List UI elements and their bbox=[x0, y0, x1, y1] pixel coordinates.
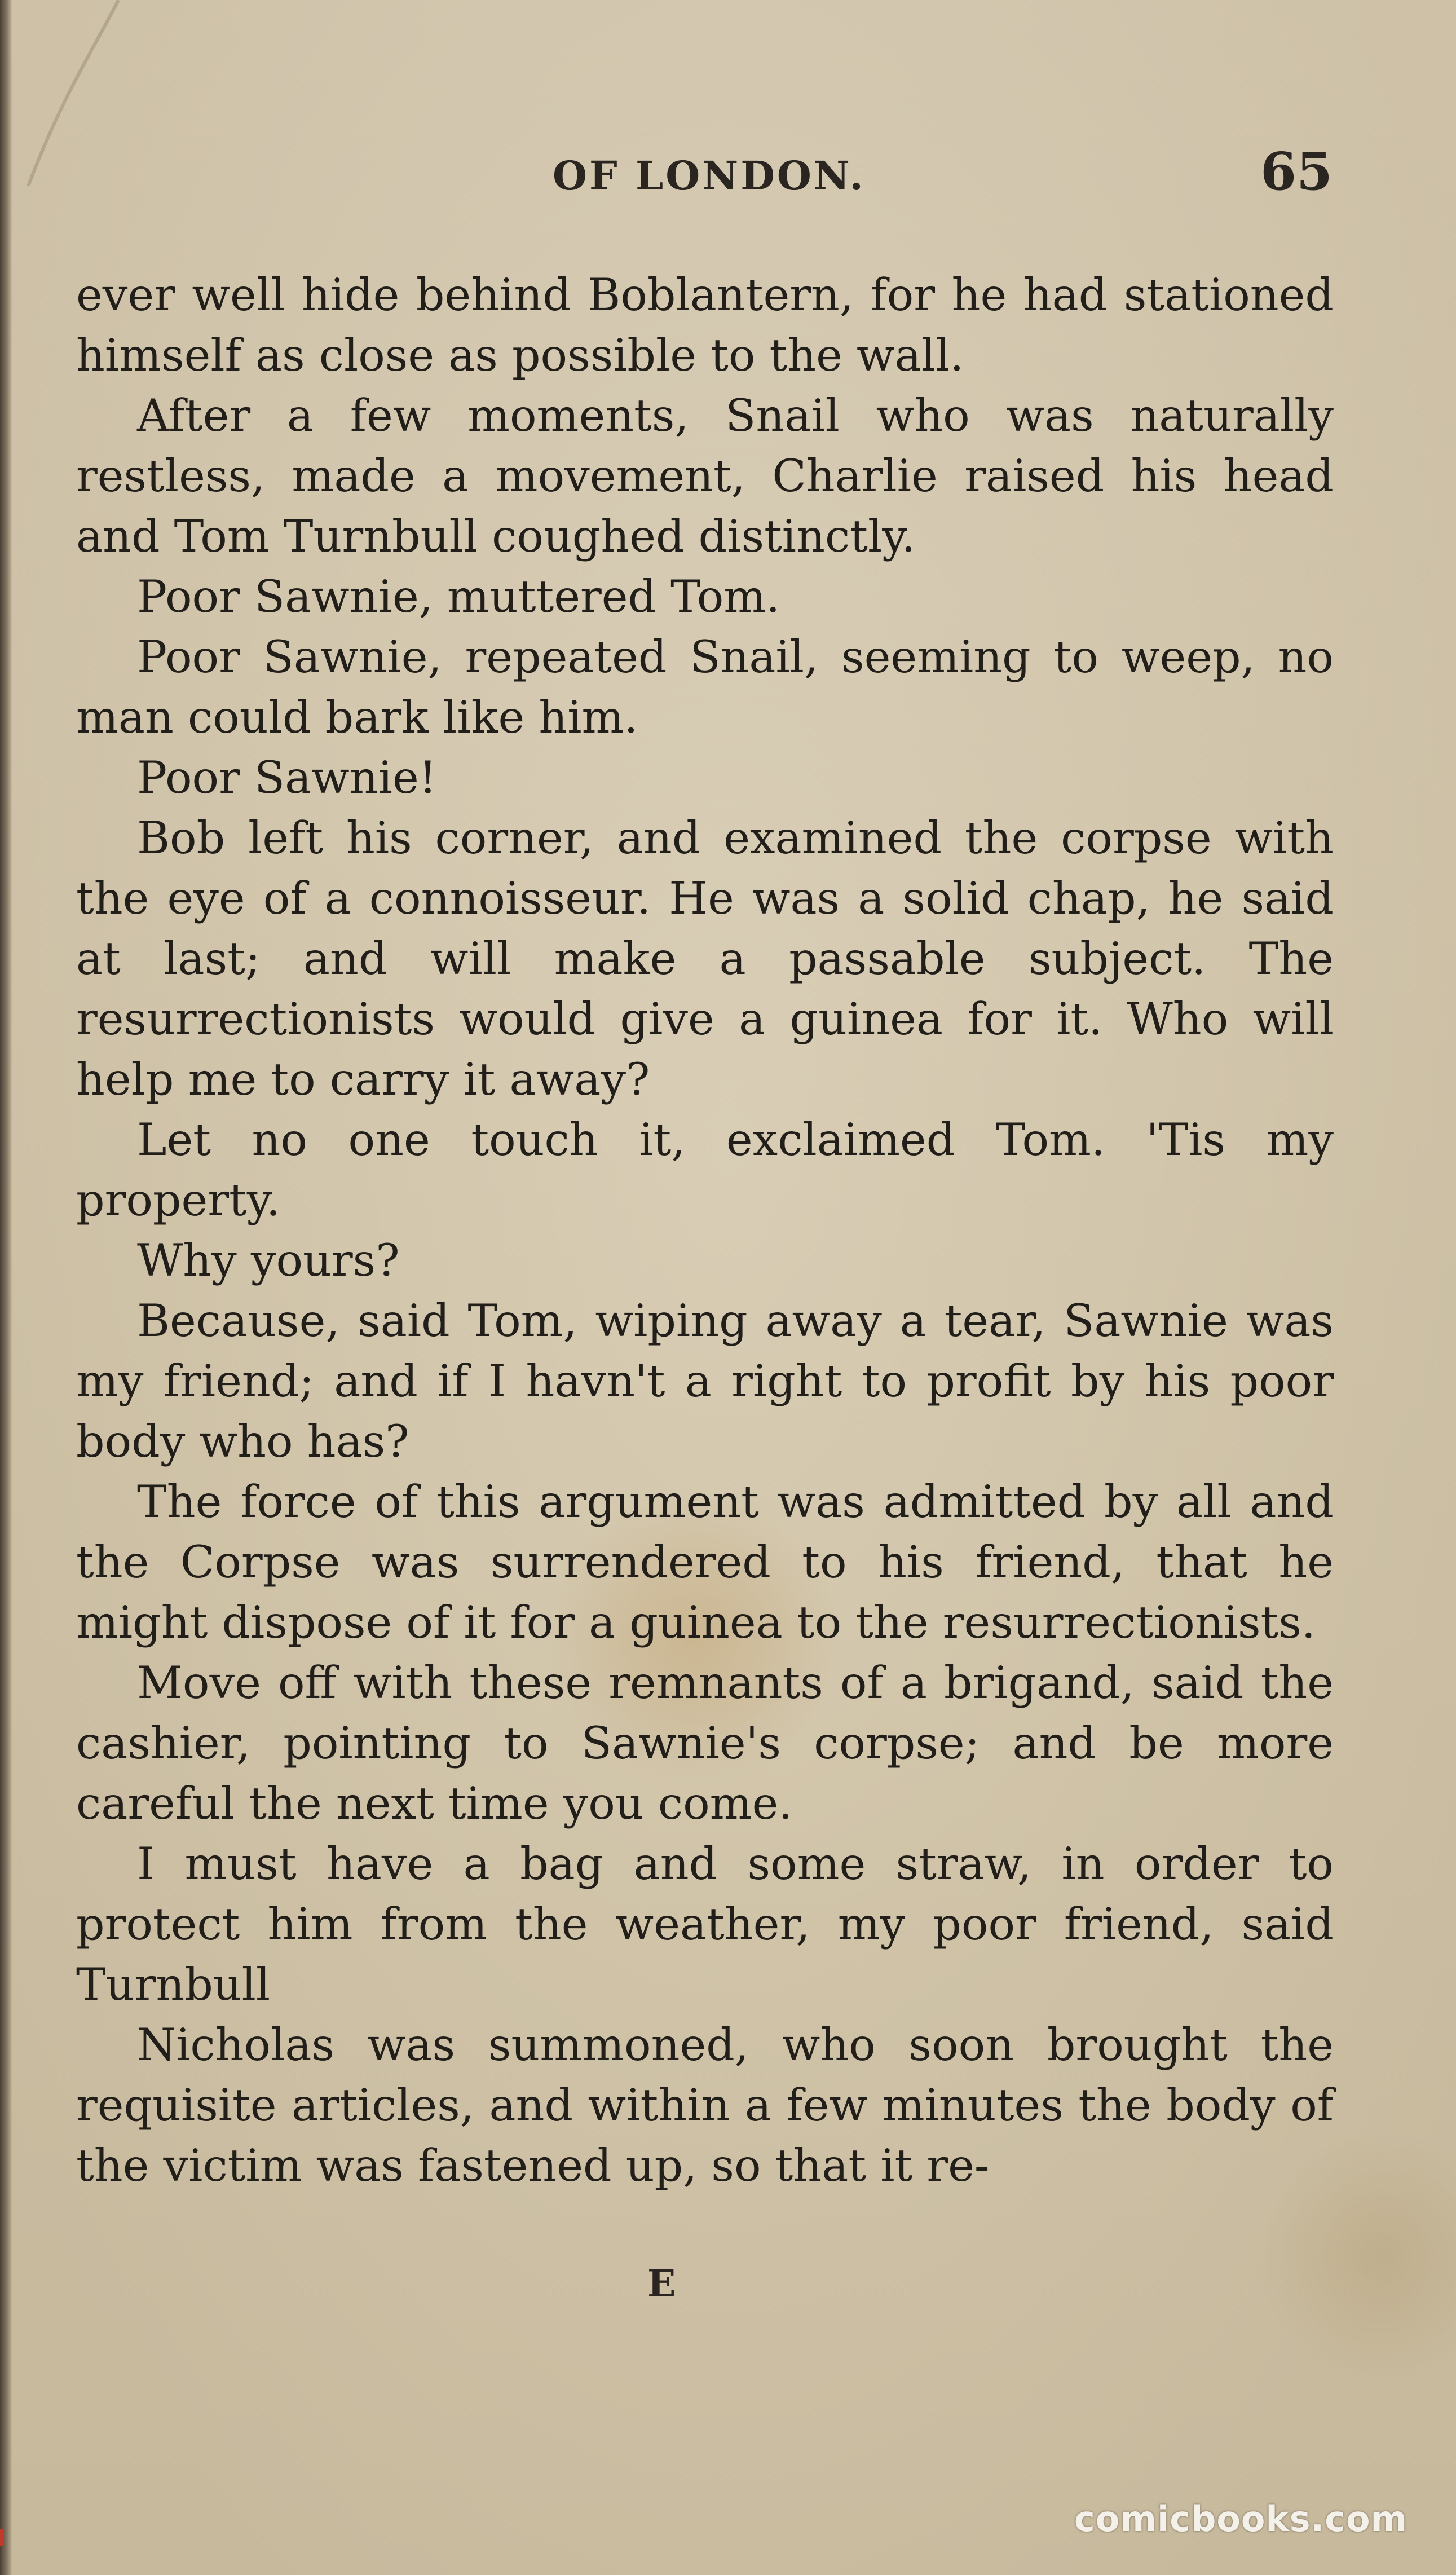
paragraph: Poor Sawnie, repeated Snail, seeming to weep, no man could bark like him. bbox=[76, 631, 1334, 743]
paragraph: ever well hide behind Boblantern, for he had stationed himself as close as possible to the wall. bbox=[76, 269, 1334, 381]
paragraph: Poor Sawnie, muttered Tom. bbox=[137, 571, 780, 623]
paragraph: After a few moments, Snail who was naturally restless, made a movement, Charlie raised his head and Tom Turnbull coughed distinctly. bbox=[76, 390, 1334, 562]
page-header bbox=[0, 141, 1456, 203]
paragraph: Because, said Tom, wiping away a tear, Sawnie was my friend; and if I havn't a right to profit by his poor body who has? bbox=[76, 1295, 1334, 1467]
signature-mark: E bbox=[647, 2261, 676, 2305]
paragraph: Why yours? bbox=[137, 1234, 400, 1286]
page-binding-edge bbox=[0, 0, 12, 2575]
paragraph: Poor Sawnie! bbox=[137, 752, 437, 804]
paragraph: I must have a bag and some straw, in order to protect him from the weather, my poor friend, said Turnbull bbox=[76, 1838, 1334, 2010]
watermark: comicbooks.com bbox=[1074, 2498, 1408, 2539]
paragraph: Nicholas was summoned, who soon brought the requisite articles, and within a few minutes the body of the victim was fastened up, so that it re- bbox=[76, 2019, 1334, 2192]
paragraph: Bob left his corner, and examined the corpse with the eye of a connoisseur. He was a solid chap, he said at last; and will make a passable subject. The resurrectionists would give a guinea for it. Who will help me to carry it away? bbox=[76, 812, 1334, 1105]
page-number: 65 bbox=[1260, 141, 1333, 202]
paragraph: Let no one touch it, exclaimed Tom. 'Tis my property. bbox=[76, 1114, 1334, 1226]
body-text bbox=[76, 265, 1334, 2196]
paragraph: The force of this argument was admitted by all and the Corpse was surrendered to his friend, that he might dispose of it for a guinea to the resurrectionists. bbox=[76, 1476, 1334, 1648]
running-head: OF LONDON. bbox=[553, 152, 866, 199]
edge-mark bbox=[0, 2529, 3, 2546]
paragraph: Move off with these remnants of a brigand, said the cashier, pointing to Sawnie's corpse; and be more careful the next time you come. bbox=[76, 1657, 1334, 1829]
